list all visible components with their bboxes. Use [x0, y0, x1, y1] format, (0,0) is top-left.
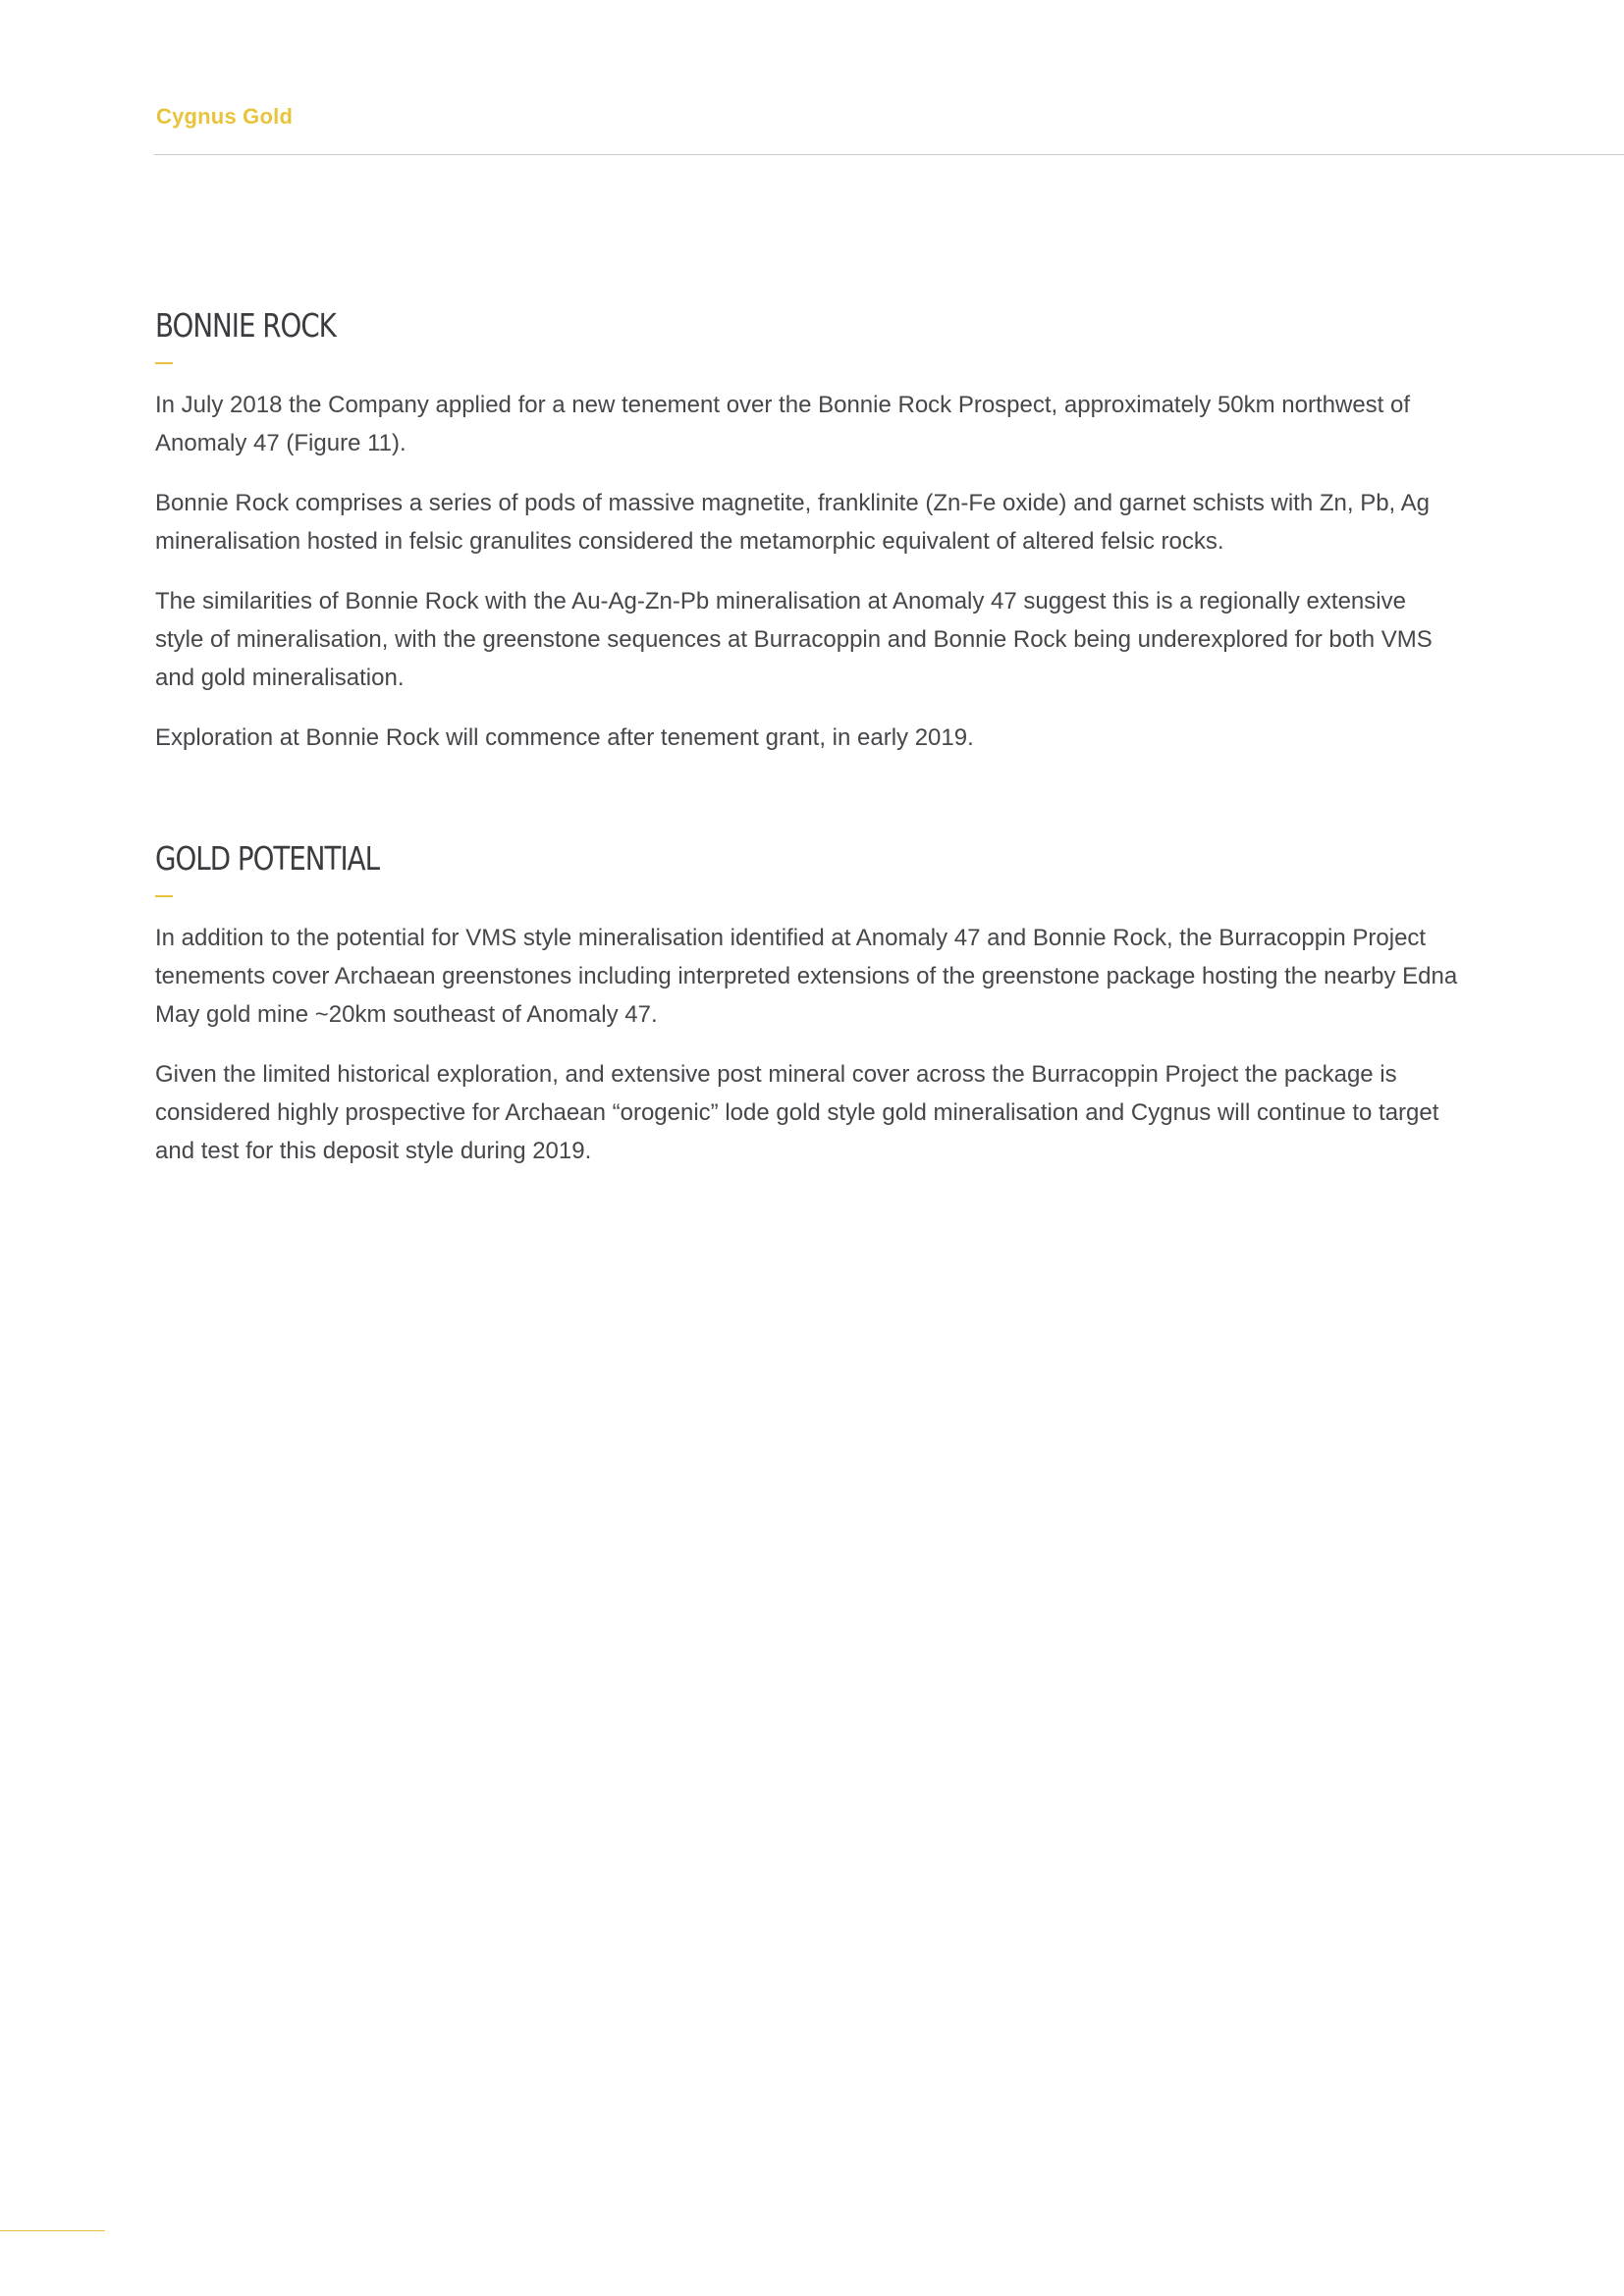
header-divider: [154, 154, 1624, 155]
paragraph: Exploration at Bonnie Rock will commence after tenement grant, in early 2019.: [155, 724, 974, 751]
paragraph: The similarities of Bonnie Rock with the Au-Ag-Zn-Pb mineralisation at Anomaly 47 suggest this is a regionally extensive style of mineralisation, with the greenstone sequences at Burracoppin and Bonnie Rock being underexplored for both VMS and gold mineralisation.: [155, 588, 1433, 691]
footer-accent-line: [0, 2230, 105, 2231]
section-title: GOLD POTENTIAL: [155, 839, 380, 878]
paragraph: In July 2018 the Company applied for a new tenement over the Bonnie Rock Prospect, approximately 50km northwest of Anomaly 47 (Figure 11).: [155, 392, 1411, 456]
title-accent-line: [155, 895, 173, 897]
paragraph: In addition to the potential for VMS style mineralisation identified at Anomaly 47 and Bonnie Rock, the Burracoppin Project tenements cover Archaean greenstones including interpreted extensions of the greenstone package hosting the nearby Edna May gold mine ~20km southeast of Anomaly 47.: [155, 925, 1458, 1028]
section-bonnie-rock: [155, 306, 1481, 778]
section-title: BONNIE ROCK: [155, 306, 336, 345]
paragraph: Given the limited historical exploration, and extensive post mineral cover across the Burracoppin Project the package is considered highly prospective for Archaean “orogenic” lode gold style gold mineralisation and Cygnus will continue to target and test for this deposit style during 2019.: [155, 1061, 1439, 1164]
brand-name: Cygnus Gold: [156, 104, 294, 129]
title-accent-line: [155, 362, 173, 364]
section-gold-potential: [155, 839, 1481, 1192]
paragraph: Bonnie Rock comprises a series of pods of massive magnetite, franklinite (Zn-Fe oxide) and garnet schists with Zn, Pb, Ag mineralisation hosted in felsic granulites considered the metamorphic equivalent of altered felsic rocks.: [155, 490, 1430, 555]
